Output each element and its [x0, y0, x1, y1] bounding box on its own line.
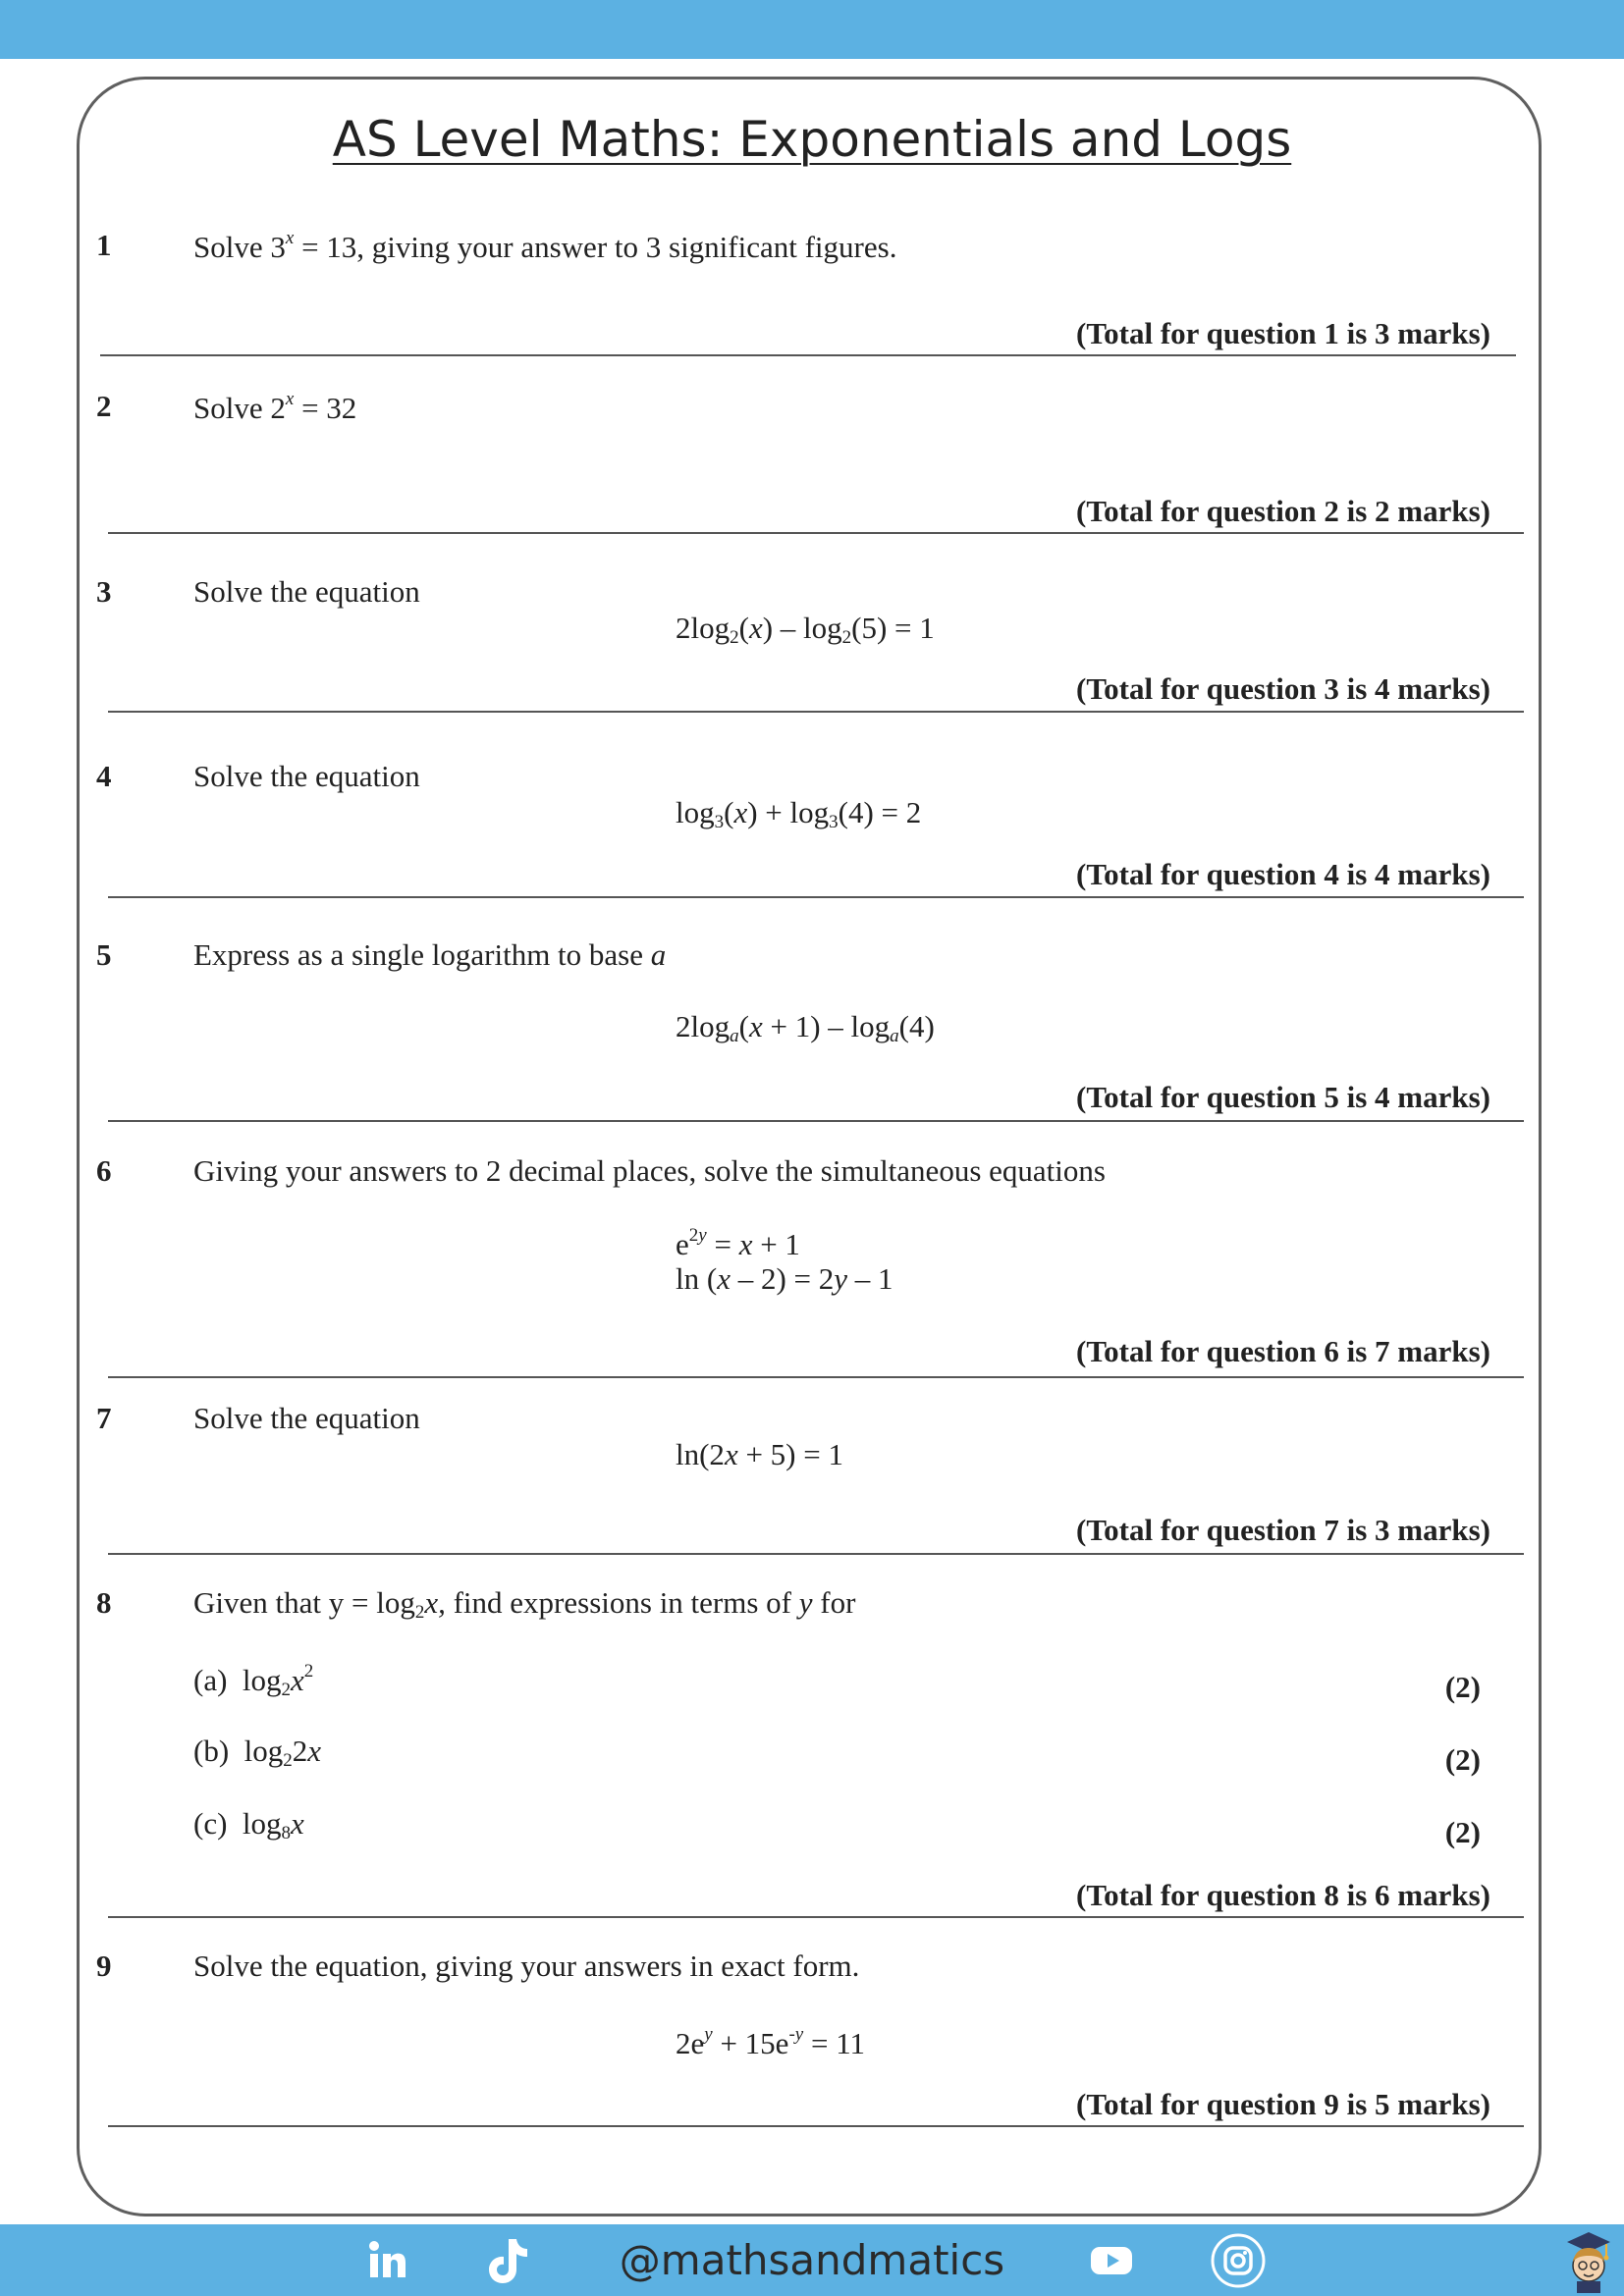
question-number: 7: [96, 1401, 112, 1435]
prompt-text: find expressions in terms of: [453, 1585, 791, 1620]
divider: [108, 1553, 1524, 1555]
question-prompt: Solve the equation: [193, 759, 420, 793]
question-number: 6: [96, 1153, 112, 1188]
page-title: AS Level Maths: Exponentials and Logs: [332, 111, 1292, 168]
question-number: 3: [96, 574, 112, 609]
divider: [100, 354, 1516, 356]
question-total: (Total for question 8 is 6 marks): [1076, 1878, 1490, 1912]
question-number: 5: [96, 937, 112, 972]
question-prompt: Given that $y = \log_2x$, find expressions in terms of y for: [193, 1585, 856, 1623]
part-marks: (2): [1444, 1815, 1481, 1849]
divider: [108, 2125, 1524, 2127]
question-part: (b) $\log_22x$: [193, 1734, 322, 1771]
question-total: (Total for question 9 is 5 marks): [1076, 2087, 1490, 2121]
question-number: 9: [96, 1949, 112, 1983]
question-number: 1: [96, 228, 112, 262]
question-prompt: Solve the equation, giving your answers in exact form.: [193, 1949, 860, 1983]
divider: [108, 532, 1524, 534]
equation: ln (x – 2) = 2y – 1: [676, 1261, 893, 1296]
tiktok-icon[interactable]: [487, 2224, 530, 2296]
part-label: (a): [193, 1663, 228, 1697]
question-prompt: Express as a single logarithm to base a: [193, 937, 667, 972]
question-prompt: Giving your answers to 2 decimal places, solve the simultaneous equations: [193, 1153, 1106, 1188]
divider: [108, 1120, 1524, 1122]
question-number: 2: [96, 389, 112, 423]
divider: [108, 1376, 1524, 1378]
instagram-icon[interactable]: [1211, 2224, 1266, 2296]
question-total: (Total for question 1 is 3 marks): [1076, 316, 1490, 350]
linkedin-icon[interactable]: [367, 2224, 408, 2296]
question-total: (Total for question 5 is 4 marks): [1076, 1080, 1490, 1114]
prompt-text: Express as a single logarithm to base: [193, 937, 644, 972]
equation: $\log_3(x) + \log_3(4) = 2$: [676, 795, 922, 832]
equation: $2\log_2(x) - \log_2(5) = 1$: [676, 611, 935, 648]
question-prompt: Solve the equation: [193, 1401, 420, 1435]
question-total: (Total for question 6 is 7 marks): [1076, 1334, 1490, 1368]
question-total: (Total for question 7 is 3 marks): [1076, 1513, 1490, 1547]
youtube-icon[interactable]: [1090, 2224, 1133, 2296]
divider: [108, 711, 1524, 713]
equation: ln(2x + 5) = 1: [676, 1437, 843, 1471]
part-marks: (2): [1444, 1742, 1481, 1777]
equation: $e^{2y} = x + 1$: [676, 1225, 800, 1261]
part-label: (c): [193, 1806, 228, 1841]
top-banner: [0, 0, 1624, 59]
question-prompt: Solve $2^x = 32$: [193, 389, 357, 425]
part-label: (b): [193, 1734, 230, 1768]
question-prompt: Solve $3^x = 13$, giving your answer to 3 significant figures.: [193, 228, 897, 264]
equation: $2e^y + 15e^{-y} = 11$: [676, 2024, 866, 2060]
divider: [108, 1916, 1524, 1918]
question-number: 4: [96, 759, 112, 793]
question-total: (Total for question 3 is 4 marks): [1076, 671, 1490, 706]
question-number: 8: [96, 1585, 112, 1620]
mascot-icon: [1559, 2224, 1618, 2296]
divider: [108, 896, 1524, 898]
social-handle: @mathsandmatics: [619, 2236, 1005, 2284]
question-total: (Total for question 4 is 4 marks): [1076, 857, 1490, 891]
question-total: (Total for question 2 is 2 marks): [1076, 494, 1490, 528]
question-part: (c) $\log_8x$: [193, 1806, 304, 1843]
question-prompt: Solve the equation: [193, 574, 420, 609]
question-part: (a) $\log_2x^2$: [193, 1661, 314, 1700]
part-marks: (2): [1444, 1670, 1481, 1704]
equation: $2\log_a(x + 1) - \log_a(4)$: [676, 1009, 935, 1046]
